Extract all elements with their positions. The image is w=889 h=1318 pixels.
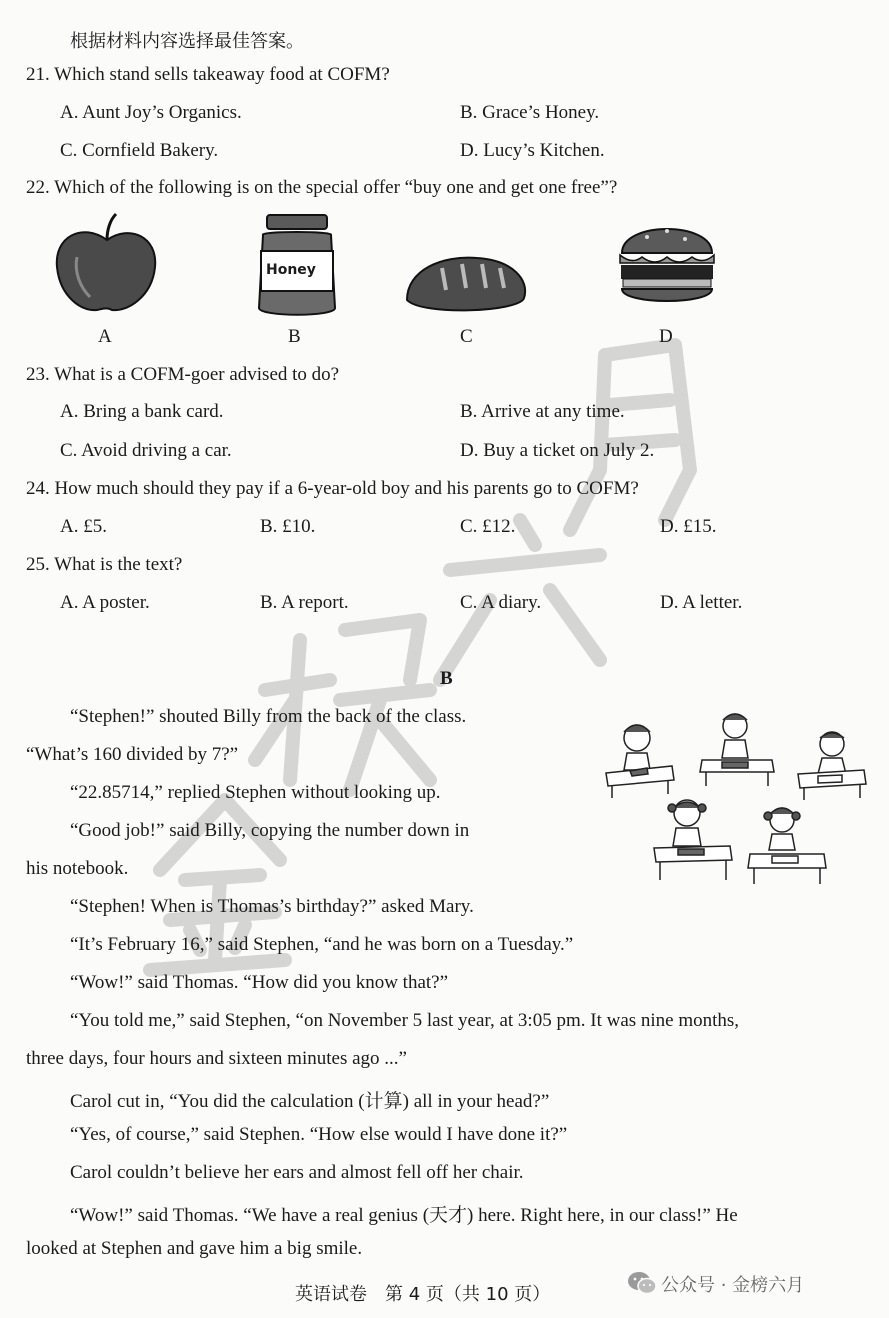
- apple-icon[interactable]: [52, 212, 162, 322]
- question-24-option-b[interactable]: B. £10.: [260, 516, 316, 537]
- picture-a-letter: A: [98, 326, 112, 347]
- question-24-option-c[interactable]: C. £12.: [460, 516, 516, 537]
- passage-line: “What’s 160 divided by 7?”: [26, 744, 239, 765]
- picture-d-letter: D: [659, 326, 673, 347]
- classroom-students-icon: [602, 708, 867, 888]
- passage-line: Carol couldn’t believe her ears and almost fell off her chair.: [70, 1162, 524, 1183]
- question-21-option-b[interactable]: B. Grace’s Honey.: [460, 102, 600, 123]
- question-25-stem: 25. What is the text?: [26, 554, 183, 575]
- passage-line: three days, four hours and sixteen minutes ago ...”: [26, 1048, 407, 1069]
- passage-line: his notebook.: [26, 858, 129, 879]
- question-21-stem: 21. Which stand sells takeaway food at COFM?: [26, 64, 390, 85]
- question-21-option-d[interactable]: D. Lucy’s Kitchen.: [460, 140, 605, 161]
- passage-line: “22.85714,” replied Stephen without looking up.: [70, 782, 441, 803]
- passage-line: “It’s February 16,” said Stephen, “and he was born on a Tuesday.”: [70, 934, 574, 955]
- passage-line: Carol cut in, “You did the calculation (计算) all in your head?”: [70, 1091, 550, 1112]
- question-24-option-d[interactable]: D. £15.: [660, 516, 717, 537]
- question-23-option-d[interactable]: D. Buy a ticket on July 2.: [460, 440, 655, 461]
- question-23-option-b[interactable]: B. Arrive at any time.: [460, 401, 625, 422]
- passage-line: “Good job!” said Billy, copying the number down in: [70, 820, 470, 841]
- question-23-option-a[interactable]: A. Bring a bank card.: [60, 401, 224, 422]
- picture-b-letter: B: [288, 326, 301, 347]
- passage-line: “Stephen! When is Thomas’s birthday?” asked Mary.: [70, 896, 474, 917]
- bread-icon[interactable]: [402, 250, 532, 320]
- wechat-brand-label: 公众号 · 金榜六月: [661, 1275, 805, 1296]
- hamburger-icon[interactable]: [617, 213, 717, 313]
- wechat-icon: [627, 1270, 657, 1296]
- honey-jar-label: Honey: [266, 262, 316, 278]
- question-21-option-a[interactable]: A. Aunt Joy’s Organics.: [60, 102, 242, 123]
- passage-line: looked at Stephen and gave him a big smile.: [26, 1238, 363, 1259]
- passage-line: “Stephen!” shouted Billy from the back of the class.: [70, 706, 467, 727]
- question-24-stem: 24. How much should they pay if a 6-year-old boy and his parents go to COFM?: [26, 478, 639, 499]
- question-23-stem: 23. What is a COFM-goer advised to do?: [26, 364, 340, 385]
- question-25-option-d[interactable]: D. A letter.: [660, 592, 743, 613]
- passage-line: “Wow!” said Thomas. “How did you know that?”: [70, 972, 449, 993]
- section-b-heading: B: [440, 668, 453, 689]
- question-23-option-c[interactable]: C. Avoid driving a car.: [60, 440, 232, 461]
- picture-c-letter: C: [460, 326, 473, 347]
- question-25-option-a[interactable]: A. A poster.: [60, 592, 150, 613]
- question-22-stem: 22. Which of the following is on the special offer “buy one and get one free”?: [26, 177, 618, 198]
- instruction-text: 根据材料内容选择最佳答案。: [70, 31, 304, 52]
- passage-line: “You told me,” said Stephen, “on November 5 last year, at 3:05 pm. It was nine months,: [70, 1010, 740, 1031]
- passage-line: “Yes, of course,” said Stephen. “How else would I have done it?”: [70, 1124, 568, 1145]
- question-25-option-c[interactable]: C. A diary.: [460, 592, 542, 613]
- question-24-option-a[interactable]: A. £5.: [60, 516, 107, 537]
- page-footer: 英语试卷 第 4 页（共 10 页）: [295, 1284, 551, 1305]
- question-25-option-b[interactable]: B. A report.: [260, 592, 349, 613]
- passage-line: “Wow!” said Thomas. “We have a real genius (天才) here. Right here, in our class!” He: [70, 1205, 738, 1226]
- question-21-option-c[interactable]: C. Cornfield Bakery.: [60, 140, 219, 161]
